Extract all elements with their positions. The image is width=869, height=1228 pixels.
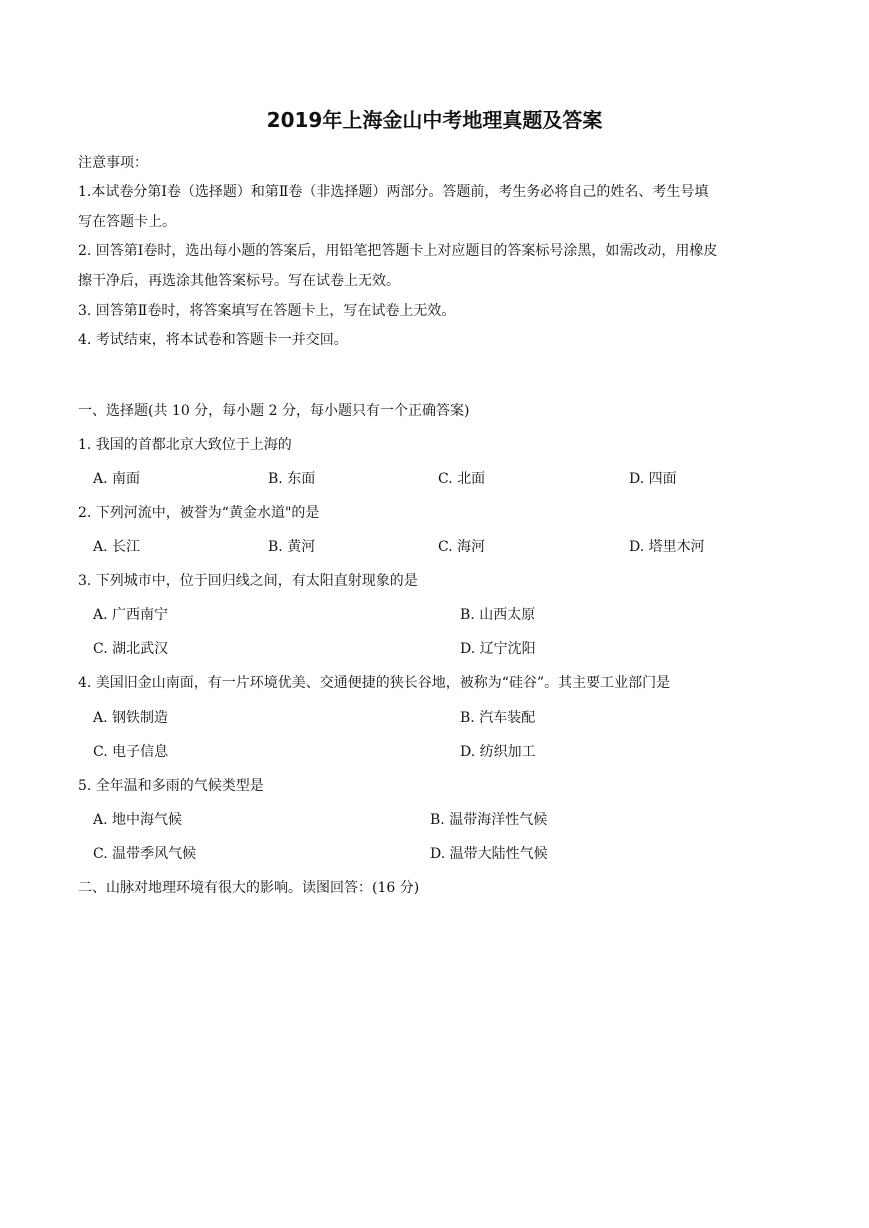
notice-line-2: 写在答题卡上。 [78,214,176,230]
q3-option-d: D. 辽宁沈阳 [460,641,536,657]
notice-heading: 注意事项： [78,155,148,171]
q1-option-d: D. 四面 [629,471,677,487]
notice-line-4: 擦干净后，再选涂其他答案标号。写在试卷上无效。 [78,273,400,289]
q2-option-b: B. 黄河 [268,539,316,555]
notice-line-1: 1.本试卷分第Ⅰ卷（选择题）和第Ⅱ卷（非选择题）两部分。答题前，考生务必将自己的姓名、考生号填 [78,184,709,200]
q4-option-b: B. 汽车装配 [460,710,536,726]
section2-heading: 二、山脉对地理环境有很大的影响。读图回答：(16 分) [78,880,420,896]
q2-option-c: C. 海河 [438,539,486,555]
q1-option-a: A. 南面 [93,471,141,487]
question-2-stem: 2. 下列河流中，被誉为“黄金水道"的是 [78,505,320,521]
q1-option-b: B. 东面 [268,471,316,487]
q4-option-c: C. 电子信息 [93,744,169,760]
question-3-stem: 3. 下列城市中，位于回归线之间，有太阳直射现象的是 [78,573,418,589]
notice-line-3: 2. 回答第Ⅰ卷时，选出每小题的答案后，用铅笔把答题卡上对应题目的答案标号涂黑，如需改动，用橡皮 [78,243,718,259]
q3-option-a: A. 广西南宁 [93,607,169,623]
notice-line-6: 4. 考试结束，将本试卷和答题卡一并交回。 [78,332,348,348]
q5-option-a: A. 地中海气候 [93,812,183,828]
notice-line-5: 3. 回答第Ⅱ卷时，将答案填写在答题卡上，写在试卷上无效。 [78,303,456,319]
exam-title: 2019年上海金山中考地理真题及答案 [266,108,603,132]
q4-option-d: D. 纺织加工 [460,744,536,760]
q5-option-c: C. 温带季风气候 [93,846,197,862]
question-4-stem: 4. 美国旧金山南面，有一片环境优美、交通便捷的狭长谷地，被称为“硅谷”。其主要工业部门是 [78,675,671,691]
q2-option-a: A. 长江 [93,539,141,555]
q5-option-d: D. 温带大陆性气候 [430,846,548,862]
q3-option-c: C. 湖北武汉 [93,641,169,657]
q1-option-c: C. 北面 [438,471,486,487]
q2-option-d: D. 塔里木河 [629,539,705,555]
q3-option-b: B. 山西太原 [460,607,536,623]
section1-heading: 一、选择题(共 10 分，每小题 2 分，每小题只有一个正确答案) [78,403,470,419]
question-5-stem: 5. 全年温和多雨的气候类型是 [78,778,264,794]
question-1-stem: 1. 我国的首都北京大致位于上海的 [78,437,292,453]
q5-option-b: B. 温带海洋性气候 [430,812,548,828]
q4-option-a: A. 钢铁制造 [93,710,169,726]
